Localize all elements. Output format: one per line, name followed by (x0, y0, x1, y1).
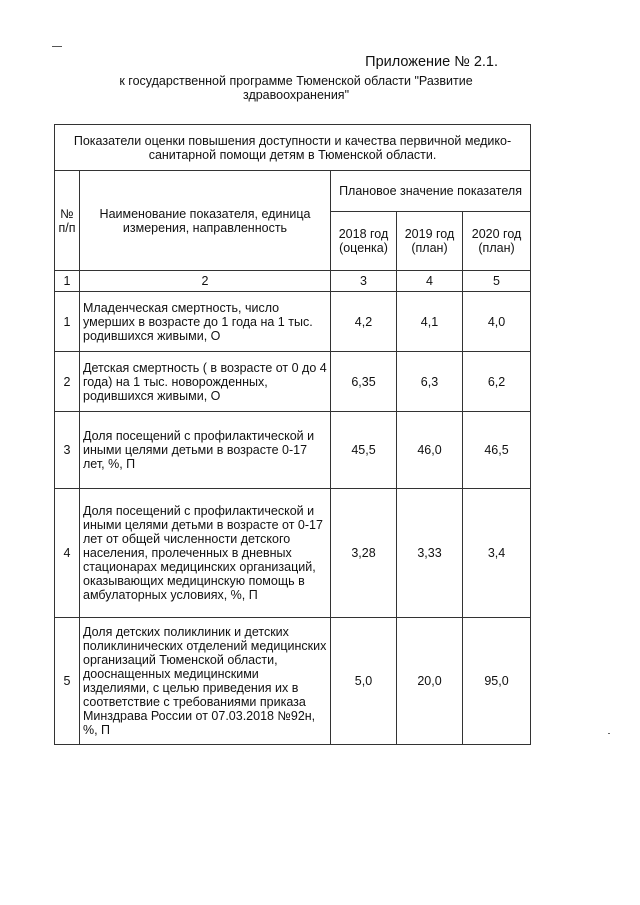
value-2020: 95,0 (463, 618, 531, 745)
table-row (55, 489, 531, 618)
scan-mark (52, 46, 62, 47)
head-year-2020: 2020 год (план) (463, 212, 531, 271)
column-number: 2 (80, 271, 331, 292)
value-2019: 6,3 (397, 352, 463, 412)
table-row (55, 618, 531, 745)
scan-dot (608, 733, 610, 734)
value-2019: 3,33 (397, 489, 463, 618)
appendix-subtitle: к государственной программе Тюменской области "Развитие здравоохранения" (119, 74, 473, 102)
row-number: 1 (55, 292, 80, 352)
value-2020: 4,0 (463, 292, 531, 352)
table-caption: Показатели оценки повышения доступности и качества первичной медико-санитарной помощи детям в Тюменской области. (55, 125, 531, 171)
value-2018: 4,2 (331, 292, 397, 352)
row-number: 5 (55, 618, 80, 745)
column-number: 5 (463, 271, 531, 292)
value-2018: 6,35 (331, 352, 397, 412)
value-2018: 5,0 (331, 618, 397, 745)
row-number: 3 (55, 412, 80, 489)
indicator-name: Доля посещений с профилактической и иными целями детьми в возрасте от 0-17 лет от общей численности детского населения, пролеченных в дневных стационарах медицинских организаций, оказывающих медицинскую помощь в амбулаторных условиях, %, П (80, 489, 331, 618)
column-number: 4 (397, 271, 463, 292)
head-year-2018: 2018 год (оценка) (331, 212, 397, 271)
value-2019: 20,0 (397, 618, 463, 745)
table-row (55, 412, 531, 489)
head-year-2019: 2019 год (план) (397, 212, 463, 271)
table-row (55, 352, 531, 412)
value-2019: 4,1 (397, 292, 463, 352)
appendix-title: Приложение № 2.1. (365, 54, 498, 70)
column-numbers-row (55, 271, 531, 292)
row-number: 2 (55, 352, 80, 412)
value-2018: 3,28 (331, 489, 397, 618)
column-number: 3 (331, 271, 397, 292)
value-2020: 3,4 (463, 489, 531, 618)
value-2020: 6,2 (463, 352, 531, 412)
indicator-name: Младенческая смертность, число умерших в возрасте до 1 года на 1 тыс. родившихся живыми, О (80, 292, 331, 352)
table-row (55, 292, 531, 352)
value-2019: 46,0 (397, 412, 463, 489)
indicator-name: Детская смертность ( в возрасте от 0 до 4 года) на 1 тыс. новорожденных, родившихся живыми, О (80, 352, 331, 412)
indicator-name: Доля детских поликлиник и детских поликлинических отделений медицинских организаций Тюменской области, дооснащенных медицинскими изделиями, с целью приведения их в соответствие с требованиями приказа Минздрава России от 07.03.2018 №92н, %, П (80, 618, 331, 745)
value-2018: 45,5 (331, 412, 397, 489)
indicator-name: Доля посещений с профилактической и иными целями детьми в возрасте 0-17 лет, %, П (80, 412, 331, 489)
indicators-table (54, 124, 531, 745)
head-name: Наименование показателя, единица измерения, направленность (80, 171, 331, 271)
value-2020: 46,5 (463, 412, 531, 489)
head-plan: Плановое значение показателя (331, 171, 531, 212)
table-head-row (55, 171, 531, 212)
head-num: № п/п (55, 171, 80, 271)
column-number: 1 (55, 271, 80, 292)
row-number: 4 (55, 489, 80, 618)
table-caption-row (55, 125, 531, 171)
